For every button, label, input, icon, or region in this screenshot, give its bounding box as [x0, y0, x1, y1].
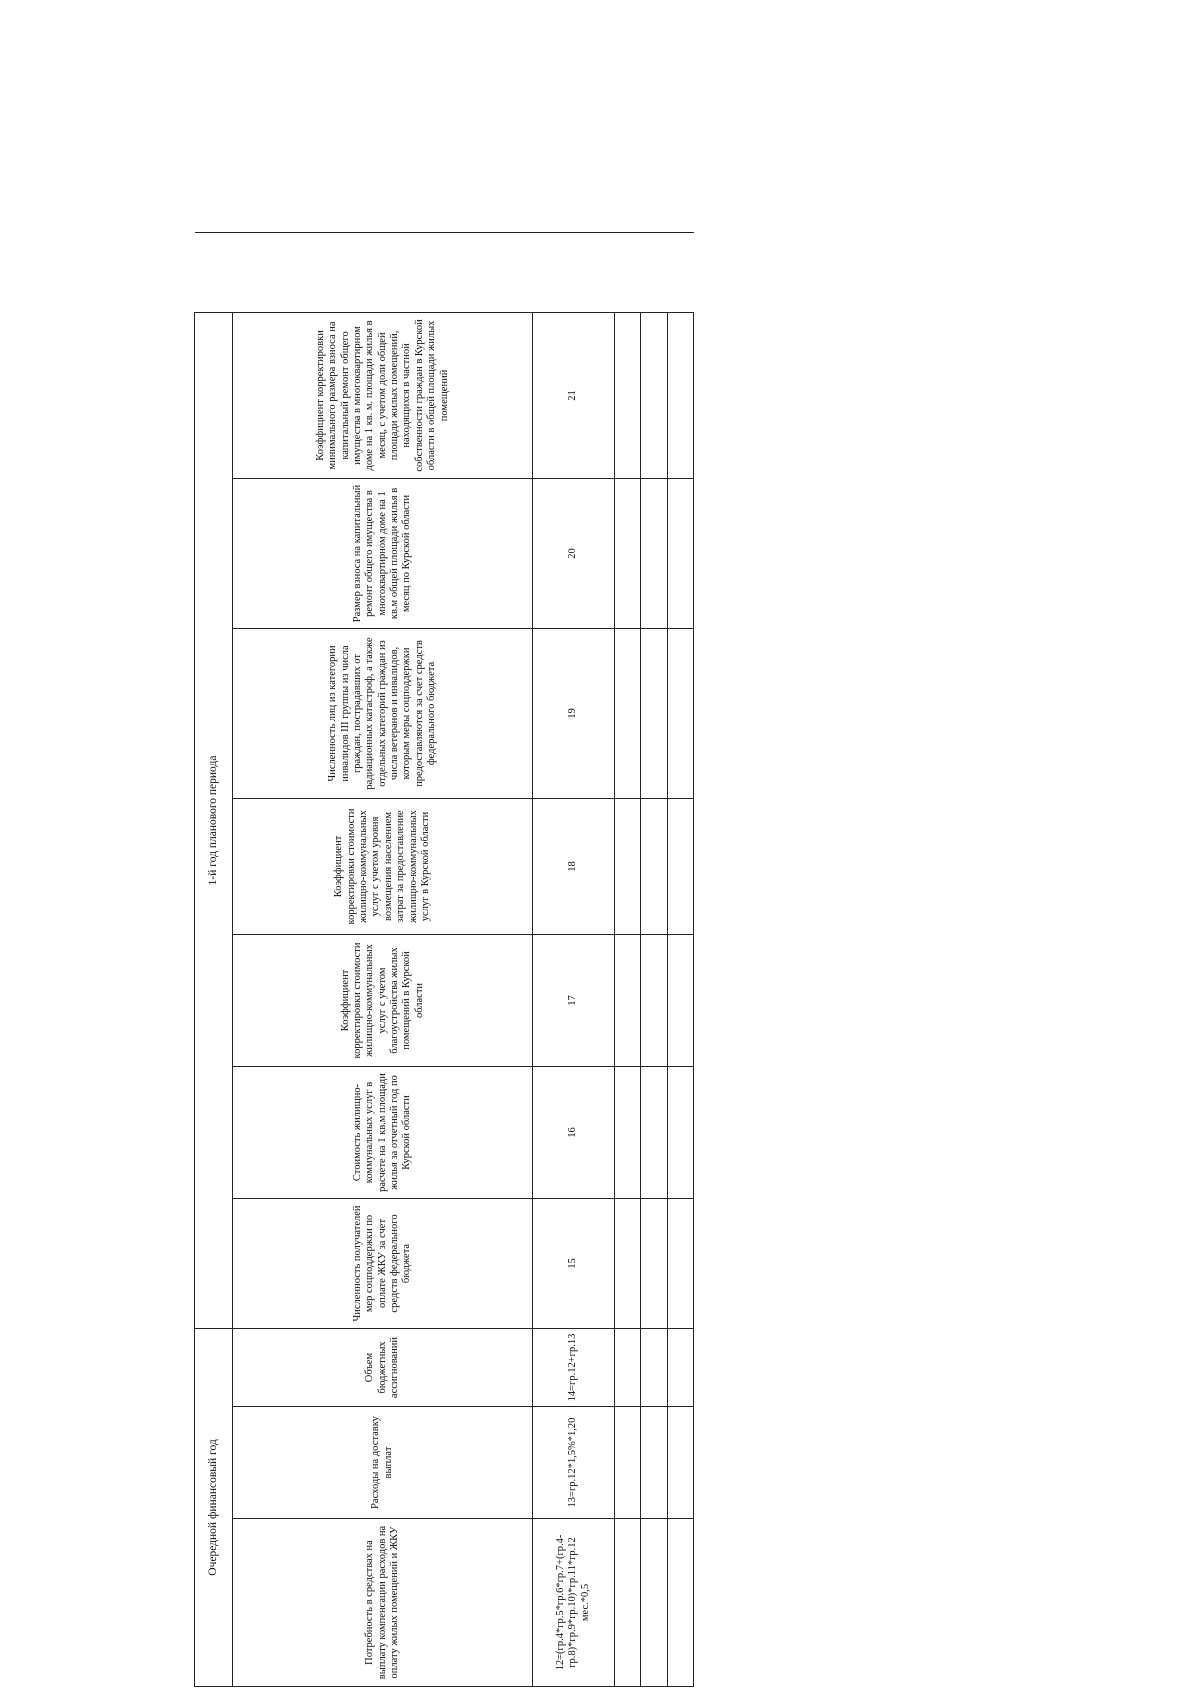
table-row [641, 232, 667, 1686]
number-col17: 17 [533, 934, 615, 1066]
column-header-row [233, 232, 533, 1686]
header-col16: Стоимость жилищно-коммунальных услуг в расчете на 1 кв.м площади жилья за отчетный год по Курской области [233, 1066, 533, 1198]
number-col19: 19 [533, 628, 615, 798]
number-col15: 15 [533, 1198, 615, 1328]
formula-row [533, 232, 615, 1686]
group-header-row [195, 232, 233, 1686]
header-col12: Потребность в средствах на выплату компенсации расходов на оплату жилых помещений и ЖКУ [233, 1519, 533, 1687]
blank-cell [533, 232, 615, 312]
group-next-financial-year: Очередной финансовый год [195, 1328, 233, 1686]
header-col21: Коэффициент корректировки минимального размера взноса на капитальный ремонт общего имущества в многоквартирном доме на 1 кв. м. площади жилья в месяц, с учетом доли общей площади жилых помещений, находящихся в частной собственности граждан в Курской области в общей площади жилых помещений [233, 312, 533, 478]
budget-table [194, 232, 694, 1687]
header-col15: Численность получателей мер соцподдержки по оплате ЖКУ за счет средств федерального бюджета [233, 1198, 533, 1328]
formula-col12: 12=(гр.4*гр.5*гр.6*гр.7+(гр.4-гр.8)*гр.9*гр.10)*гр.11*гр.12 мес.*0,5 [533, 1519, 615, 1687]
number-col16: 16 [533, 1066, 615, 1198]
header-col17: Коэффициент корректировки стоимости жилищно-коммунальных услуг с учетом благоустройства жилых помещений в Курской области [233, 934, 533, 1066]
blank-cell [195, 232, 233, 312]
header-col20: Размер взноса на капитальный ремонт общего имущества в многоквартирном доме на 1 кв.м общей площади жилья в месяц по Курской области [233, 478, 533, 628]
formula-col13: 13=гр.12*1,5%*1,20 [533, 1407, 615, 1519]
document-page [194, 233, 694, 1687]
table-row [667, 232, 693, 1686]
header-col14: Объем бюджетных ассигнований [233, 1328, 533, 1406]
header-col19: Численность лиц из категории инвалидов III группы из числа граждан, пострадавших от радиационных катастроф, а также отдельных категорий граждан из числа ветеранов и инвалидов, которым меры соцподдержки предоставляются за счет средств федерального бюджета [233, 628, 533, 798]
formula-col14: 14=гр.12+гр.13 [533, 1328, 615, 1406]
blank-cell [233, 232, 533, 312]
group-plan-year-1: 1-й год планового периода [195, 312, 233, 1328]
number-col21: 21 [533, 312, 615, 478]
header-col13: Расходы на доставку выплат [233, 1407, 533, 1519]
table-row [614, 232, 640, 1686]
number-col20: 20 [533, 478, 615, 628]
header-col18: Коэффициент корректировки стоимости жилищно-коммунальных услуг с учетом уровня возмещения населением затрат за предоставление жилищно-коммунальных услуг в Курской области [233, 798, 533, 934]
number-col18: 18 [533, 798, 615, 934]
